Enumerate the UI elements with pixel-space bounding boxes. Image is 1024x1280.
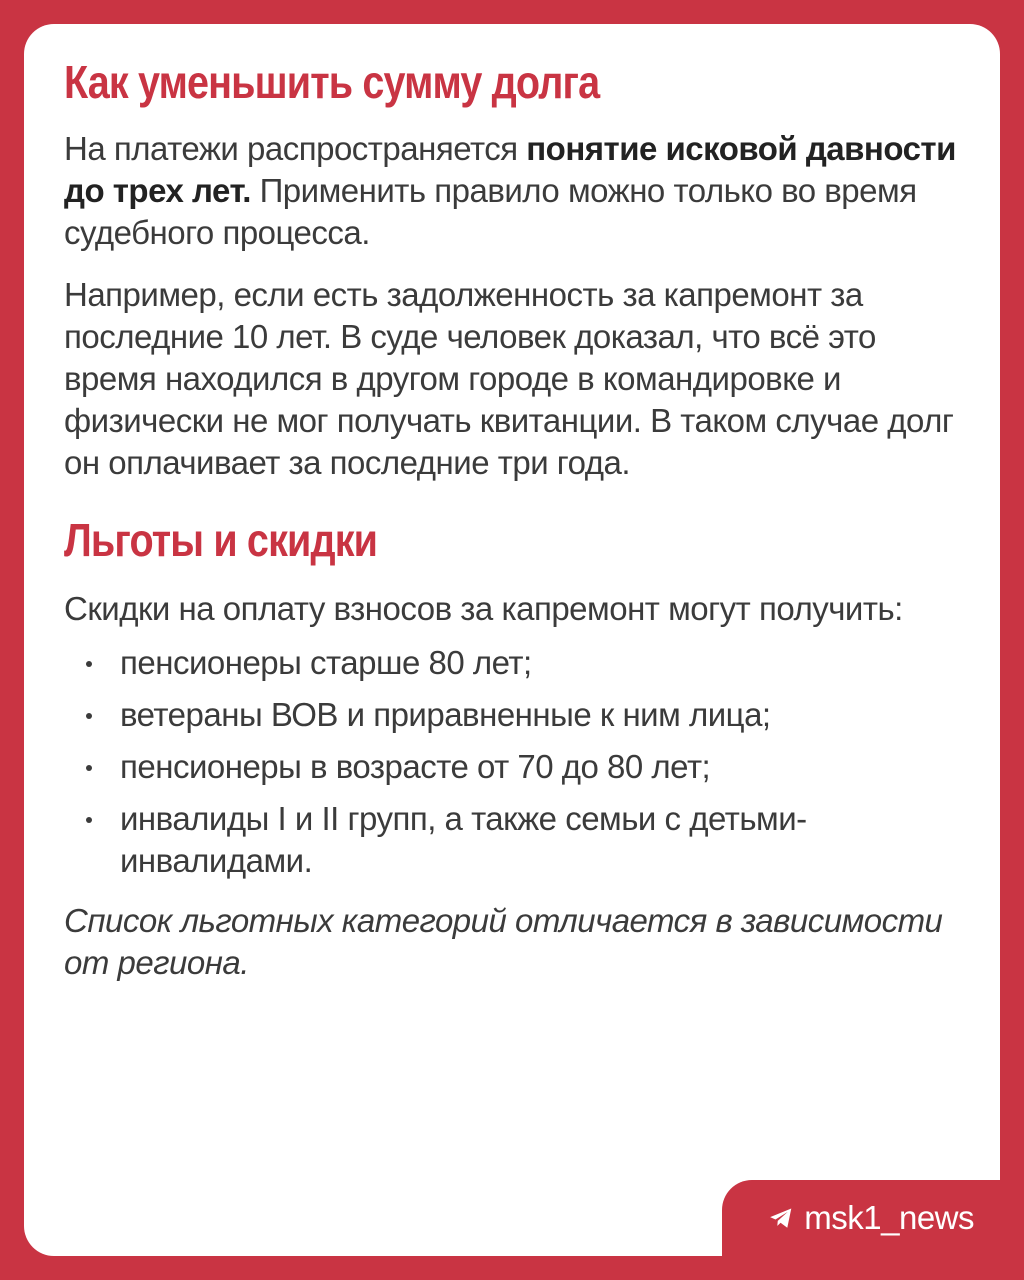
list-item: пенсионеры старше 80 лет;: [64, 642, 974, 684]
list-item: пенсионеры в возрасте от 70 до 80 лет;: [64, 746, 974, 788]
section-title-debt: Как уменьшить сумму долга: [64, 56, 600, 108]
channel-badge[interactable]: [722, 1180, 1000, 1256]
list-item: ветераны ВОВ и приравненные к ним лица;: [64, 694, 974, 736]
paragraph-limitation-end: Применить правило можно только во время судебного процесса.: [64, 172, 917, 251]
paragraph-limitation-bold: понятие исковой давности до трех лет.: [64, 130, 956, 209]
paragraph-limitation: [64, 128, 974, 254]
article-body: [64, 56, 974, 984]
paragraph-benefits-intro: Скидки на оплату взносов за капремонт могут получить:: [64, 590, 903, 627]
benefits-list: [64, 642, 974, 882]
paragraph-example: Например, если есть задолженность за капремонт за последние 10 лет. В суде человек доказал, что всё это время находился в другом городе в командировке и физически не мог получать квитанции. В таком случае долг он оплачивает за последние три года.: [64, 276, 954, 481]
paragraph-limitation-start: На платежи распространяется: [64, 130, 527, 167]
section-title-benefits: Льготы и скидки: [64, 514, 378, 566]
region-note: Список льготных категорий отличается в зависимости от региона.: [64, 902, 943, 981]
telegram-icon: [768, 1205, 794, 1231]
content-card: [24, 24, 1000, 1256]
channel-name: msk1_news: [804, 1199, 974, 1236]
list-item: инвалиды I и II групп, а также семьи с детьми-инвалидами.: [64, 798, 974, 882]
